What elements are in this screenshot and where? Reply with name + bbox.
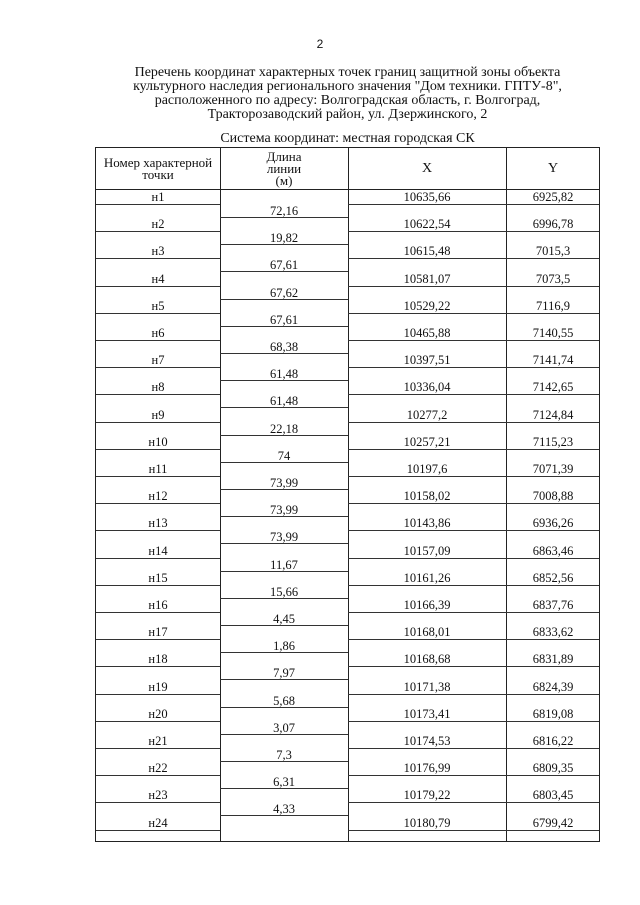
coord-x: 10179,22 <box>403 788 451 803</box>
coord-x: 10161,26 <box>403 570 451 585</box>
length-rule <box>220 761 348 762</box>
length-rule <box>220 244 348 245</box>
coord-x: 10257,21 <box>403 434 451 449</box>
coord-x: 10197,6 <box>406 462 448 476</box>
row-rule <box>506 367 599 368</box>
coord-y: 6863,46 <box>532 543 574 558</box>
row-rule <box>96 612 220 613</box>
row-rule <box>96 503 220 504</box>
coord-y: 6803,45 <box>532 788 574 803</box>
row-rule <box>506 558 599 559</box>
line-length: 7,3 <box>276 748 292 762</box>
line-length: 67,62 <box>269 285 299 300</box>
length-rule <box>220 435 348 436</box>
row-rule <box>348 666 506 667</box>
row-rule <box>96 394 220 395</box>
row-rule <box>506 231 599 232</box>
coordinates-table <box>95 147 600 842</box>
row-rule <box>96 313 220 314</box>
coord-x: 10397,51 <box>403 353 451 368</box>
coord-y: 6925,82 <box>532 190 574 204</box>
row-rule <box>506 830 599 831</box>
row-rule <box>506 585 599 586</box>
coord-x: 10277,2 <box>406 407 448 422</box>
row-rule <box>96 775 220 776</box>
row-rule <box>348 449 506 450</box>
coord-y: 6809,35 <box>532 761 574 776</box>
point-name: н7 <box>151 353 165 368</box>
point-name: н8 <box>151 380 165 395</box>
point-name: н20 <box>148 706 168 721</box>
page-number: 2 <box>316 37 324 51</box>
coord-x: 10174,53 <box>403 734 451 748</box>
point-name: н19 <box>148 679 168 694</box>
row-rule <box>348 694 506 695</box>
line-length: 74 <box>277 448 291 463</box>
length-rule <box>220 707 348 708</box>
table-body <box>96 148 599 841</box>
column-header-x: X <box>421 160 433 176</box>
row-rule <box>506 775 599 776</box>
row-rule <box>506 286 599 287</box>
coord-y: 6936,26 <box>532 516 574 531</box>
coord-y: 7141,74 <box>532 353 574 368</box>
row-rule <box>506 666 599 667</box>
document-heading <box>95 66 600 122</box>
line-length: 7,97 <box>273 666 295 681</box>
length-rule <box>220 217 348 218</box>
coord-y: 7140,55 <box>532 326 574 340</box>
row-rule <box>506 721 599 722</box>
row-rule <box>506 694 599 695</box>
point-name: н5 <box>151 298 165 313</box>
line-length: 61,48 <box>269 394 299 409</box>
coord-y: 7116,9 <box>536 298 570 313</box>
coord-y: 7015,3 <box>535 244 571 259</box>
point-name: н14 <box>148 543 168 558</box>
row-rule <box>348 830 506 831</box>
row-rule <box>348 231 506 232</box>
point-name: н13 <box>148 516 168 531</box>
row-rule <box>96 748 220 749</box>
point-name: н11 <box>148 462 168 476</box>
row-rule <box>506 449 599 450</box>
length-rule <box>220 571 348 572</box>
row-rule <box>96 639 220 640</box>
heading-line: расположенного по адресу: Волгоградская область, г. Волгоград, <box>154 93 541 108</box>
coord-x: 10157,09 <box>403 543 451 558</box>
row-rule <box>96 721 220 722</box>
row-rule <box>506 503 599 504</box>
coord-x: 10173,41 <box>403 706 451 721</box>
line-length: 11,67 <box>270 557 298 572</box>
length-rule <box>220 299 348 300</box>
line-length: 4,45 <box>273 612 295 626</box>
row-rule <box>348 748 506 749</box>
row-rule <box>506 313 599 314</box>
length-rule <box>220 489 348 490</box>
coord-x: 10168,01 <box>403 625 451 640</box>
row-rule <box>348 258 506 259</box>
coord-y: 7142,65 <box>532 380 574 395</box>
row-rule <box>506 612 599 613</box>
line-length: 6,31 <box>273 775 295 790</box>
length-rule <box>220 679 348 680</box>
length-rule <box>220 734 348 735</box>
coord-y: 6996,78 <box>532 217 574 232</box>
coord-x: 10581,07 <box>403 271 451 286</box>
point-name: н6 <box>151 326 165 340</box>
point-name: н3 <box>151 244 165 259</box>
coord-x: 10158,02 <box>403 489 451 504</box>
length-rule <box>220 353 348 354</box>
coord-y: 6799,42 <box>532 815 574 830</box>
point-name: н9 <box>151 407 165 422</box>
row-rule <box>348 612 506 613</box>
row-rule <box>348 286 506 287</box>
row-rule <box>348 802 506 803</box>
row-rule <box>96 422 220 423</box>
point-name: н24 <box>148 815 168 830</box>
line-length: 61,48 <box>269 367 299 382</box>
coord-y: 7071,39 <box>532 462 574 476</box>
coord-y: 6833,62 <box>532 625 574 640</box>
coord-x: 10635,66 <box>403 190 451 204</box>
coord-y: 6831,89 <box>532 652 574 667</box>
point-name: н12 <box>148 489 168 504</box>
heading-line: Перечень координат характерных точек границ защитной зоны объекта <box>134 65 561 80</box>
length-rule <box>220 326 348 327</box>
length-rule <box>220 815 348 816</box>
length-rule <box>220 543 348 544</box>
line-length: 73,99 <box>269 476 299 490</box>
coord-y: 7008,88 <box>532 489 574 504</box>
length-rule <box>220 652 348 653</box>
coord-y: 7115,23 <box>532 434 574 449</box>
row-rule <box>348 367 506 368</box>
point-name: н21 <box>148 734 168 748</box>
coord-x: 10529,22 <box>403 298 451 313</box>
line-length: 67,61 <box>269 312 299 327</box>
row-rule <box>348 639 506 640</box>
point-name: н17 <box>148 625 168 640</box>
length-rule <box>220 462 348 463</box>
line-length: 22,18 <box>269 421 299 436</box>
line-length: 67,61 <box>269 258 299 273</box>
point-name: н4 <box>151 271 165 286</box>
length-rule <box>220 380 348 381</box>
line-length: 3,07 <box>273 720 295 735</box>
row-rule <box>506 748 599 749</box>
column-header-point: Номер характерной точки <box>103 154 213 182</box>
coord-y: 6824,39 <box>532 679 574 694</box>
coord-x: 10180,79 <box>403 815 451 830</box>
coord-y: 6816,22 <box>532 734 574 748</box>
row-rule <box>348 775 506 776</box>
length-rule <box>220 407 348 408</box>
row-rule <box>506 422 599 423</box>
row-rule <box>506 476 599 477</box>
row-rule <box>96 530 220 531</box>
coord-y: 7124,84 <box>532 407 574 422</box>
row-rule <box>348 585 506 586</box>
length-rule <box>220 788 348 789</box>
row-rule <box>506 639 599 640</box>
row-rule <box>96 666 220 667</box>
row-rule <box>348 204 506 205</box>
coord-x: 10143,86 <box>403 516 451 531</box>
row-rule <box>96 231 220 232</box>
row-rule <box>96 585 220 586</box>
coord-x: 10336,04 <box>403 380 451 395</box>
line-length: 19,82 <box>269 231 299 246</box>
line-length: 4,33 <box>273 802 295 817</box>
row-rule <box>348 476 506 477</box>
row-rule <box>348 422 506 423</box>
row-rule <box>96 367 220 368</box>
row-rule <box>506 394 599 395</box>
coord-y: 6852,56 <box>532 570 574 585</box>
row-rule <box>348 313 506 314</box>
length-rule <box>220 271 348 272</box>
point-name: н1 <box>151 190 165 204</box>
column-header-length: Длина линии (м) <box>266 148 302 188</box>
line-length: 15,66 <box>269 584 299 599</box>
row-rule <box>348 503 506 504</box>
heading-line: культурного наследия регионального значения "Дом техники. ГПТУ-8", <box>133 79 562 94</box>
line-length: 68,38 <box>269 340 299 354</box>
coord-y: 6819,08 <box>532 706 574 721</box>
row-rule <box>96 204 220 205</box>
row-rule <box>96 340 220 341</box>
coord-x: 10168,68 <box>403 652 451 667</box>
coord-x: 10171,38 <box>403 679 451 694</box>
row-rule <box>348 394 506 395</box>
length-rule <box>220 625 348 626</box>
row-rule <box>96 476 220 477</box>
point-name: н22 <box>148 761 168 776</box>
coord-x: 10622,54 <box>403 217 451 232</box>
row-rule <box>506 340 599 341</box>
table-caption: Система координат: местная городская СК <box>220 131 475 146</box>
coord-x: 10615,48 <box>403 244 451 259</box>
row-rule <box>506 530 599 531</box>
row-rule <box>348 721 506 722</box>
row-rule <box>348 530 506 531</box>
point-name: н16 <box>148 598 168 612</box>
line-length: 72,16 <box>269 204 299 218</box>
row-rule <box>506 802 599 803</box>
point-name: н2 <box>151 217 165 232</box>
length-rule <box>220 598 348 599</box>
point-name: н18 <box>148 652 168 667</box>
line-length: 1,86 <box>273 639 295 654</box>
line-length: 5,68 <box>273 693 295 708</box>
point-name: н23 <box>148 788 168 803</box>
point-name: н15 <box>148 570 168 585</box>
row-rule <box>96 449 220 450</box>
heading-line: Тракторозаводский район, ул. Дзержинского, 2 <box>207 107 488 122</box>
coord-y: 6837,76 <box>532 598 574 612</box>
line-length: 73,99 <box>269 503 299 518</box>
column-header-y: Y <box>547 160 559 176</box>
row-rule <box>348 558 506 559</box>
row-rule <box>506 204 599 205</box>
row-rule <box>96 258 220 259</box>
coord-x: 10176,99 <box>403 761 451 776</box>
row-rule <box>96 802 220 803</box>
coord-y: 7073,5 <box>535 271 571 286</box>
row-rule <box>96 558 220 559</box>
row-rule <box>506 258 599 259</box>
line-length: 73,99 <box>269 530 299 545</box>
row-rule <box>348 340 506 341</box>
coord-x: 10166,39 <box>403 598 451 612</box>
row-rule <box>96 830 220 831</box>
row-rule <box>96 694 220 695</box>
coord-x: 10465,88 <box>403 326 451 340</box>
row-rule <box>96 286 220 287</box>
point-name: н10 <box>148 434 168 449</box>
length-rule <box>220 516 348 517</box>
